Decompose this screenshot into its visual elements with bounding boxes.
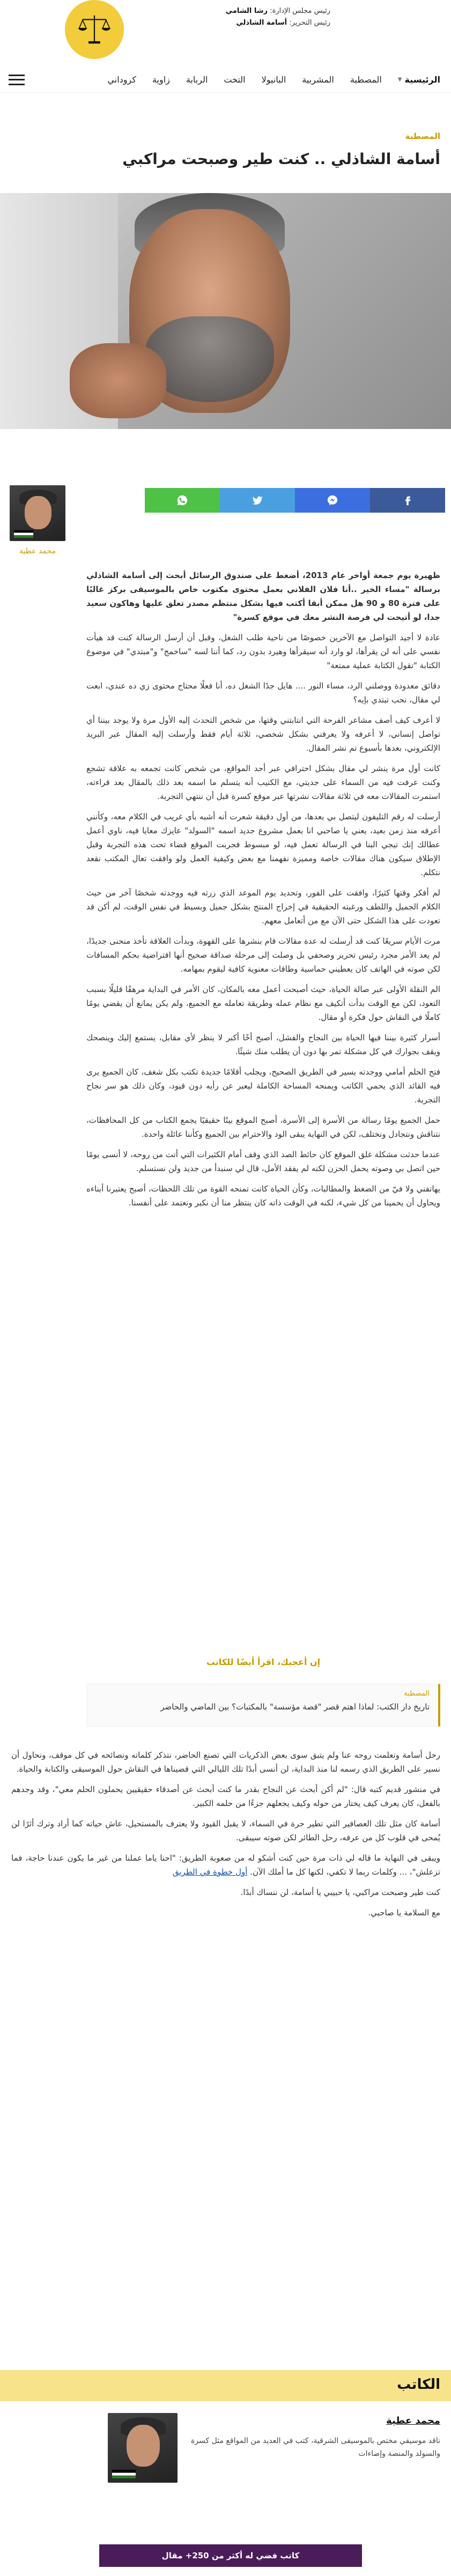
- article-paragraph: لا أعرف كيف أصف مشاعر الفرحة التي انتابتني وقتها، من شخص التحدث إليه الأول مرة ولا يوجد بيننا أي تواصل إنساني، لا أعرفه ولا يعرفني بشكل شخصي، ثلاثة أيام فقط وأرسلت إليه المقال عبر البريد الإلكتروني، بعدها بأسبوع تم نشر المقال.: [86, 715, 440, 753]
- article-title: أسامة الشاذلي .. كنت طير وصبحت مراكبي: [122, 150, 440, 168]
- site-logo[interactable]: [65, 0, 124, 59]
- share-bar: [145, 488, 445, 513]
- hero-hand: [70, 343, 166, 418]
- masthead-label: رئيس التحرير:: [289, 19, 330, 27]
- nav-item-takht[interactable]: [224, 75, 245, 85]
- article-paragraph: فتح الحلم أمامي ووجدته يسير في الطريق الصحيح، ويجلب أقلامًا جديدة تكتب بكل شغف، كان الجميع يرى فيه القائد الذي يحمي الكاتب ويمنحه المساحة الكاملة ليعبر عن رأيه دون قيود، وكان ذلك هو سر نجاح التجربة.: [86, 1067, 440, 1105]
- nav-label: كروداني: [107, 75, 136, 85]
- article-paragraph: ظهيرة يوم جمعة أواخر عام 2013، أضغط على صندوق الرسائل أبحث إلى أسامة الشاذلي برسالة "مساء الخير ..أنا فلان الفلاني بعمل محتوى مكتوب خاص بالموسيقى بركز غالبًا على فترة 80 و 90 هل ممكن أبقا أكتب فيها بشكل منتظم مصدر تعلق عليها وهاكون سعيد جدا، لو أتيحت لي فرصة النشر معك في موقع كسرة": [86, 571, 440, 622]
- share-twitter-button[interactable]: [220, 488, 295, 513]
- related-category: المصطبة: [404, 1690, 430, 1698]
- nav-label: الربابة: [186, 75, 208, 85]
- article-category[interactable]: المصطبة: [405, 131, 440, 141]
- masthead-line-1: [127, 5, 330, 17]
- masthead: [127, 5, 330, 29]
- nav-label: الرئيسية: [404, 75, 440, 85]
- article-paragraph: أسرار كثيرة بيننا فيها الحياة بين النجاح والفشل، أصبح أخًا أكبر لا ينظر لأي مقابل، يستمع إليك وينصحك ويقف بجوارك في كل مشكلة تمر بها دون أن يطلب منك شيئًا.: [86, 1033, 440, 1056]
- author-section-title: الكاتب: [397, 2377, 440, 2393]
- article-body-continued: [11, 1748, 440, 1926]
- author-card: [11, 2408, 440, 2504]
- article-paragraph: كانت أول مرة ينشر لي مقال بشكل احترافي عبر أحد المواقع، من شخص كانت تجمعه به علاقة تشجع وكنت عرفت فيه من السماء على جديتي، مع الكنيب أنه يتسلم ما اسمه بعد ذلك بالمقال بعد قراءته، استمرت المقالات معه في ثلاثة مقالات نشرتها عبر موقع كسرة قبل أن ننتهي التجربة.: [86, 764, 440, 801]
- scales-logo-icon: [76, 11, 113, 48]
- author-card-name[interactable]: محمد عطية: [386, 2415, 440, 2426]
- nav-item-banyola[interactable]: [262, 75, 286, 85]
- article-paragraph: لم أفكر وقتها كثيرًا، وافقت على الفور، وتحديد يوم الموعد الذي زرته فيه ووجدته شخصًا آخر من حيث الكلام الجميل واللطف ورغبته الحقيقية في إخراج المنتج بشكل جميل وبسيط في نفس الوقت، لم أكن قد تعودت على هذا الشكل حتى الآن مع من أتعامل معهم.: [86, 888, 440, 926]
- author-card-bio: ناقد موسيقي مختص بالموسيقى الشرقية، كتب في العديد من المواقع مثل كسرة والسولد والمنصة وإضاءات: [191, 2437, 440, 2458]
- nav-item-home[interactable]: [398, 75, 440, 85]
- nav-item-rababa[interactable]: [186, 75, 208, 85]
- article-paragraph: دقائق معدودة ووصلني الرد، مساء النور .... هايل جدًا الشغل ده، أنا فعلًا محتاج محتوى زي ده عندي، ابعت لي مقال، نحب تبتدي بإيه؟: [86, 681, 440, 705]
- nav-item-krodany[interactable]: [107, 75, 136, 85]
- masthead-label: رئيس مجلس الإدارة:: [270, 7, 330, 15]
- chevron-down-icon: ▼: [397, 77, 402, 83]
- related-article-card[interactable]: [86, 1684, 440, 1727]
- share-messenger-button[interactable]: [295, 488, 370, 513]
- article-paragraph: في منشور قديم كتبه قال: "لم أكن أبحث عن النجاح بقدر ما كنت أبحث عن أصدقاء حقيقيين يحملون الحلم معي"، وقد وجدهم بالفعل، كان يعرف كيف يختار من حوله وكيف يجعلهم جزءًا من حلمه الكبير.: [11, 1785, 440, 1808]
- article-paragraph: أسامة كان مثل تلك العصافير التي تطير حرة في السماء، لا يقبل القيود ولا يعترف بالمستحيل، عاش حياته كما أراد وترك أثرًا لن يُمحى في قلوب كل من عرفه، رحل الطائر لكن صوته سيبقى.: [11, 1819, 440, 1842]
- nav-item-zawya[interactable]: [152, 75, 170, 85]
- article-paragraph: أرسلت له رقم التليفون ليتصل بي بعدها، من أول دقيقة شعرت أنه أشبه بأي غريب في الكلام معه، وكأنني أعرفه منذ زمن بعيد، يعني يا صاحبي انا بعمل مشروع جديد اسمه "السولد" عايزك معايا فيه، ناوي أعمل عطالك إنك تيجي البنا في الرسالة تعمل فيه، لو مبسوط فجربت الموقع قضاء تحت هذه التجربة وقبل الإطلاق سيكون هناك مقالات خاصة ومميزة نفهمنا مع بعض وكيفية العمل ولو وافقت تعال المكتب نقعد نتكلم.: [86, 812, 440, 877]
- site-header: [0, 0, 451, 67]
- article-paragraph: كنت طير وصبحت مراكبي، يا حبيبي يا أسامة، لن ننساك أبدًا.: [240, 1887, 440, 1897]
- author-avatar[interactable]: [10, 485, 65, 541]
- twitter-icon: [252, 494, 263, 506]
- author-card-avatar[interactable]: [108, 2413, 178, 2483]
- nav-item-mashrabiya[interactable]: [302, 75, 334, 85]
- article-paragraph: الم النقلة الأولى عبر صالة الحياة، حيث أصبحت أعمل معه بالمكان، كان الأمر في البداية مرهقًا قليلًا بسبب التعود، لكن مع الوقت بدأت أتكيف مع نظام عمله وطريقة تعامله مع الجميع، ولم يكن يمانع أن يقضي يومًا كاملًا في النقاش حول فكرة أو مقال.: [86, 984, 440, 1022]
- related-heading: إن أعجبك، اقرأ أيضًا للكاتب: [206, 1657, 321, 1667]
- nav-label: زاوية: [152, 75, 170, 85]
- paragraph-text: ويبقى في النهاية ما قاله لي ذات مرة حين كنت أشكو له من صعوبة الطريق: "احنا ياما عملنا من غير ما يكون عندنا حاجة، فما تزعلش"، ... وكلمات ربما لا تكفي، لكنها كل ما أملك الآن.: [11, 1853, 440, 1877]
- article-paragraph: مع السلامة يا صاحبي.: [368, 1908, 440, 1918]
- nav-label: التخت: [224, 75, 246, 85]
- related-title[interactable]: تاريخ دار الكتب: لماذا اهتم قصر "قصة مؤسسة" بالمكتبات؟ بين الماضي والحاضر: [160, 1702, 430, 1712]
- hero-image: [0, 193, 451, 429]
- menu-hamburger-icon[interactable]: [9, 75, 25, 85]
- masthead-line-2: [127, 17, 330, 29]
- whatsapp-icon: [176, 494, 188, 506]
- article-paragraph: حمل الجميع يومًا رسالة من الأسرة إلى الأسرة، أصبح الموقع بيتًا حقيقيًا يجمع الكتاب من كل المحافظات، نتناقش ونتجادل ونختلف، لكن في النهاية يبقى الود والاحترام بين الجميع وكأننا عائلة واحدة.: [86, 1115, 440, 1139]
- nav-label: المشربية: [302, 75, 334, 85]
- article-paragraph: عندما حدثت مشكلة غلق الموقع كان حائط الصد الذي وقف أمام الكثيرات التي أتت من روحه، لا أنسى يومًا حين اتصل بي وصوته يحمل الحزن لكنه لم يفقد الأمل، قال لي سنبدأ من جديد ولن نستسلم.: [86, 1150, 440, 1173]
- editor-name: أسامة الشاذلي: [236, 19, 287, 27]
- share-facebook-button[interactable]: [370, 488, 445, 513]
- messenger-icon: [327, 494, 338, 506]
- article-paragraph: [11, 1851, 440, 1879]
- inline-article-link[interactable]: أول خطوة في الطريق: [172, 1867, 248, 1877]
- article-paragraph: رحل أسامة وتعلمت روحه عنا ولم يتبق سوى بعض الذكريات التي تصنع الحاضر، نتذكر كلماته ونصائحه في كل موقف، ونحاول أن نسير على الطريق الذي رسمه لنا منذ البداية، لن أنسى أبدًا تلك الليالي التي قضيناها في النقاش حول الموسيقى والكتابة والحياة.: [11, 1750, 440, 1774]
- article-paragraph: عادة لا أجيد التواصل مع الآخرين خصوصًا من ناحية طلب الشغل، وقبل أن أرسل الرسالة كنت قد هيأت نفسي على أنه لن يقرأها، لو وارد أنه سيقرأها وهيرد بدون رد، كما أننا لسه "ساخمج" و"مبتدي" في موضوع الكتابة "تقول الكتابة عملية ممتعة": [86, 633, 440, 670]
- article-paragraph: يهاتفني ولا فيّ من الضغط والمطالبات، وكأن الحياة كانت تمنحه القوة من تلك اللحظات، أصبح يعتبرنا أبناءه ويحاول أن يحمينا من كل شيء، لكنه في الوقت ذاته كان ينتظر منا أن نكبر ونعتمد على أنفسنا.: [86, 1184, 440, 1208]
- nav-item-mastaba[interactable]: [350, 75, 382, 85]
- author-section-header: [0, 2370, 451, 2401]
- main-nav: [0, 67, 451, 93]
- article-paragraph: مرت الأيام سريعًا كنت قد أرسلت له عدة مقالات قام بنشرها على القهوة، وبدأت العلاقة تأخذ منحنى جديدًا، لم يعد الأمر مجرد رئيس تحرير وصحفي بل وصلت إلى مرحلة صداقة صحيح أنها افتراضية بحكم المسافات لكن صوته في الهاتف كان يعطيني حماسية وطاقات معنوية كافية ليقوم بمهامه.: [86, 936, 440, 974]
- author-all-articles-button[interactable]: كاتب فضي له أكثر من 250+ مقال: [99, 2544, 362, 2567]
- nav-label: المصطبة: [350, 75, 382, 85]
- facebook-icon: [402, 494, 413, 506]
- nav-label: البانيولا: [261, 75, 286, 85]
- article-body: [86, 568, 440, 1216]
- chairman-name: رشا الشامي: [225, 7, 268, 15]
- author-name-link[interactable]: محمد عطية: [19, 547, 56, 556]
- share-whatsapp-button[interactable]: [145, 488, 220, 513]
